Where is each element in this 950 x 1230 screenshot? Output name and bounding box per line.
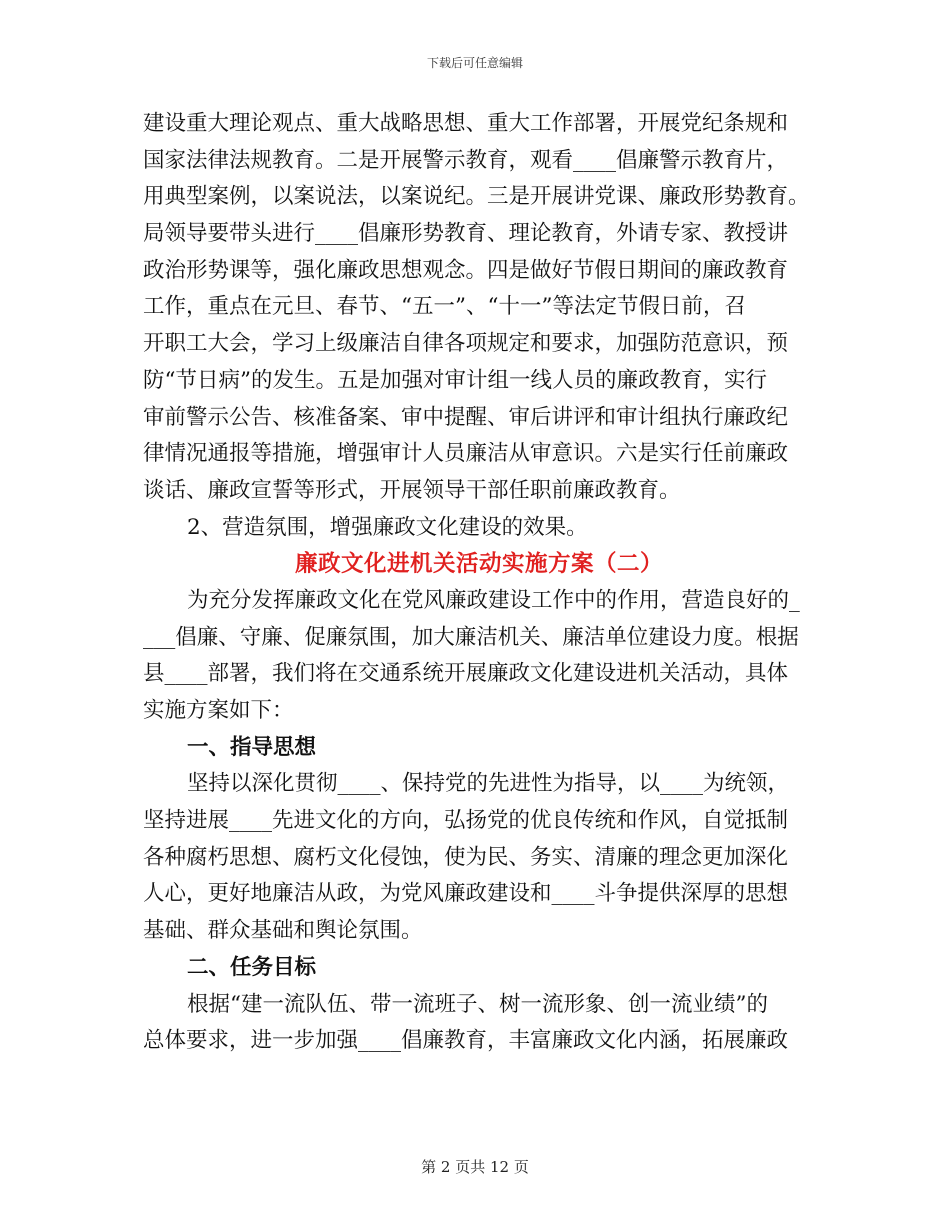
body-line: 坚持以深化贯彻____、保持党的先进性为指导，以____为统领， <box>187 771 790 797</box>
document-title: 廉政文化进机关活动实施方案（二） <box>294 551 663 578</box>
body-line: 局领导要带头进行____倡廉形势教育、理论教育，外请专家、教授讲 <box>143 221 789 247</box>
body-line: 坚持进展____先进文化的方向，弘扬党的优良传统和作风，自觉抵制 <box>143 808 789 834</box>
body-line: 律情况通报等措施，增强审计人员廉洁从审意识。六是实行任前廉政 <box>143 441 789 467</box>
body-line: 人心，更好地廉洁从政，为党风廉政建设和____斗争提供深厚的思想 <box>143 881 789 907</box>
body-line: 总体要求，进一步加强____倡廉教育，丰富廉政文化内涵，拓展廉政 <box>143 1028 789 1054</box>
body-line: 国家法律法规教育。二是开展警示教育，观看____倡廉警示教育片， <box>143 147 789 173</box>
body-line: 根据“建一流队伍、带一流班子、树一流形象、创一流业绩”的 <box>187 991 768 1017</box>
intro-line: 实施方案如下： <box>143 698 294 723</box>
body-line: 开职工大会，学习上级廉洁自律各项规定和要求，加强防范意识，预 <box>143 331 789 357</box>
page-header-note: 下载后可任意编辑 <box>426 56 523 70</box>
page-number: 第 2 页共 12 页 <box>421 1158 529 1176</box>
intro-line: 为充分发挥廉政文化在党风廉政建设工作中的作用，营造良好的_ <box>187 587 800 613</box>
body-line: 防“节日病”的发生。五是加强对审计组一线人员的廉政教育，实行 <box>143 367 767 393</box>
body-line: 建设重大理论观点、重大战略思想、重大工作部署，开展党纪条规和 <box>143 111 789 136</box>
intro-line: ___倡廉、守廉、促廉氛围，加大廉洁机关、廉洁单位建设力度。根据 <box>143 624 799 650</box>
intro-line: 县____部署，我们将在交通系统开展廉政文化建设进机关活动，具体 <box>143 661 789 687</box>
body-line: 基础、群众基础和舆论氛围。 <box>143 918 423 944</box>
body-line: 审前警示公告、核准备案、审中提醒、审后讲评和审计组执行廉政纪 <box>143 404 789 430</box>
point-2-heading: 2、营造氛围，增强廉政文化建设的效果。 <box>187 514 588 540</box>
body-line: 政治形势课等，强化廉政思想观念。四是做好节假日期间的廉政教育 <box>143 257 789 283</box>
body-line: 用典型案例，以案说法，以案说纪。三是开展讲党课、廉政形势教育。 <box>143 184 810 210</box>
section-heading-guiding-ideology: 一、指导思想 <box>187 734 317 760</box>
body-line: 工作，重点在元旦、春节、“五一”、“十一”等法定节假日前，召 <box>143 294 746 320</box>
body-line: 谈话、廉政宣誓等形式，开展领导干部任职前廉政教育。 <box>143 477 681 503</box>
body-line: 各种腐朽思想、腐朽文化侵蚀，使为民、务实、清廉的理念更加深化 <box>143 844 789 870</box>
document-body <box>143 106 815 1060</box>
section-heading-task-goals: 二、任务目标 <box>187 954 317 980</box>
